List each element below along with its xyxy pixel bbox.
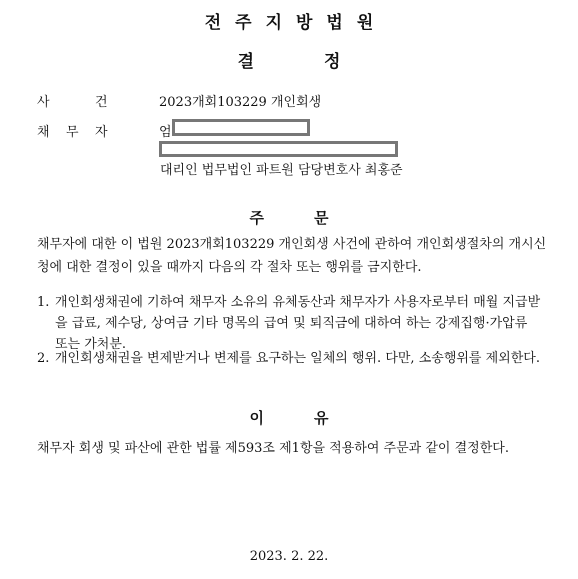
order-item-text-2: 개인회생채권을 변제받거나 변제를 요구하는 일체의 행위. 다만, 소송행위를 제외한다. bbox=[55, 351, 540, 366]
decision-date: 2023. 2. 22. bbox=[249, 549, 329, 564]
order-item-number-2: 2. bbox=[37, 351, 50, 366]
order-heading-char-2: 문 bbox=[314, 209, 329, 227]
document-type bbox=[0, 47, 578, 72]
reason-heading-char-2: 유 bbox=[314, 409, 329, 427]
reason-heading bbox=[0, 407, 578, 428]
reason-heading-char-1: 이 bbox=[249, 409, 264, 427]
debtor-name: 엄 bbox=[159, 125, 172, 140]
case-label-1: 사 bbox=[37, 95, 50, 110]
debtor-label-3: 자 bbox=[95, 125, 108, 140]
order-item-number-1: 1. bbox=[37, 295, 50, 310]
document-type-char-2: 정 bbox=[324, 52, 341, 72]
order-heading-char-1: 주 bbox=[249, 209, 264, 227]
case-number: 2023개회103229 개인회생 bbox=[159, 95, 322, 110]
debtor-label-2: 무 bbox=[66, 125, 79, 140]
reason-text: 채무자 회생 및 파산에 관한 법률 제593조 제1항을 적용하여 주문과 같이 결정한다. bbox=[37, 441, 509, 456]
order-intro: 채무자에 대한 이 법원 2023개회103229 개인회생 사건에 관하여 개인회생절차의 개시신청에 대한 결정이 있을 때까지 다음의 각 절차 또는 행위를 금지한다. bbox=[37, 237, 547, 275]
case-label-2: 건 bbox=[95, 95, 108, 110]
order-item-text-1: 개인회생채권에 기하여 채무자 소유의 유체동산과 채무자가 사용자로부터 매월 지급받을 급료, 제수당, 상여금 기타 명목의 급여 및 퇴직금에 대하여 하는 강제집행·가압류 또는 가처분. bbox=[55, 295, 541, 352]
redaction-box-address bbox=[159, 141, 398, 157]
redaction-box-name bbox=[172, 119, 310, 136]
court-name: 전주지방법원 bbox=[204, 13, 388, 33]
debtor-label-1: 채 bbox=[37, 125, 50, 140]
debtor-agent: 대리인 법무법인 파트원 담당변호사 최홍준 bbox=[160, 163, 403, 178]
order-heading bbox=[0, 207, 578, 228]
document-type-char-1: 결 bbox=[237, 52, 254, 72]
